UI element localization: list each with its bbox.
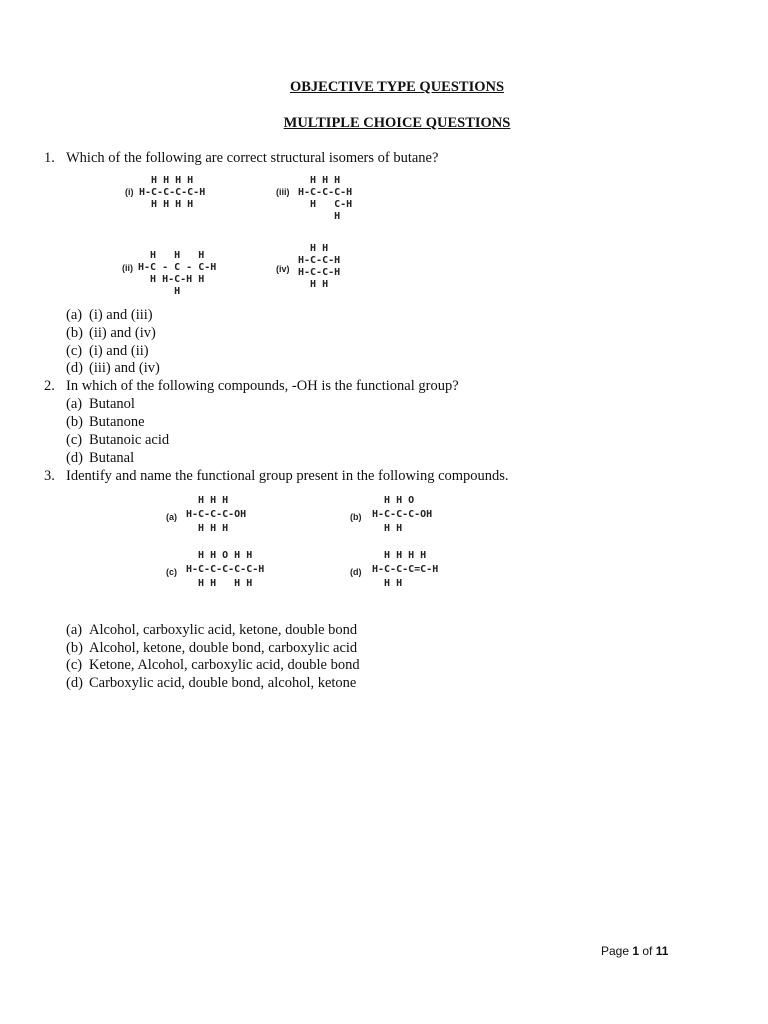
option-1d: (d) (iii) and (iv) — [66, 360, 160, 376]
question-1 — [44, 150, 438, 167]
section-title: MULTIPLE CHOICE QUESTIONS — [283, 115, 511, 131]
structure-label: (i) — [125, 187, 134, 197]
structure-formula: H H O H-C-C-C-OH H H — [372, 495, 433, 534]
structure-label: (a) — [166, 512, 177, 522]
structure-formula: H H H H-C - C - C-H H H-C-H H H — [138, 250, 217, 297]
question-text: Which of the following are correct structural isomers of butane? — [66, 150, 439, 166]
structure-formula: H H H H-C-C-C-H H C-H H — [298, 175, 353, 222]
option-3a: (a) Alcohol, carboxylic acid, ketone, double bond — [66, 622, 358, 638]
question-2 — [44, 378, 459, 395]
structure-label: (ii) — [122, 263, 133, 273]
structure-formula: H H H-C-C-H H-C-C-H H H — [298, 243, 341, 290]
option-3b: (b) Alcohol, ketone, double bond, carboxylic acid — [66, 640, 358, 656]
structure-formula: H H H H H-C-C-C-C-H H H H H — [139, 175, 206, 210]
question-text: Identify and name the functional group present in the following compounds. — [66, 468, 509, 484]
option-2d: (d) Butanal — [66, 450, 135, 466]
structure-label: (c) — [166, 567, 177, 577]
option-3c: (c) Ketone, Alcohol, carboxylic acid, double bond — [66, 657, 360, 673]
option-2c: (c) Butanoic acid — [66, 432, 170, 448]
structure-label: (d) — [350, 567, 362, 577]
option-3d: (d) Carboxylic acid, double bond, alcohol, ketone — [66, 675, 357, 691]
option-2a: (a) Butanol — [66, 396, 135, 412]
page-title: OBJECTIVE TYPE QUESTIONS — [289, 79, 505, 95]
option-2b: (b) Butanone — [66, 414, 145, 430]
structure-formula: H H H H-C-C-C-OH H H H — [186, 495, 247, 534]
option-1c: (c) (i) and (ii) — [66, 343, 149, 359]
structure-label: (iv) — [276, 264, 290, 274]
question-number: 1. — [44, 150, 55, 166]
question-text: In which of the following compounds, -OH is the functional group? — [66, 378, 459, 394]
structure-label: (iii) — [276, 187, 290, 197]
structure-label: (b) — [350, 512, 362, 522]
structure-formula: H H O H H H-C-C-C-C-C-H H H H H — [186, 550, 265, 589]
option-1b: (b) (ii) and (iv) — [66, 325, 156, 341]
option-1a: (a) (i) and (iii) — [66, 307, 153, 323]
question-number: 2. — [44, 378, 55, 394]
question-number: 3. — [44, 468, 55, 484]
question-3 — [44, 468, 509, 485]
page-number: Page 1 of 11 — [601, 944, 669, 958]
structure-formula: H H H H H-C-C-C=C-H H H — [372, 550, 439, 589]
